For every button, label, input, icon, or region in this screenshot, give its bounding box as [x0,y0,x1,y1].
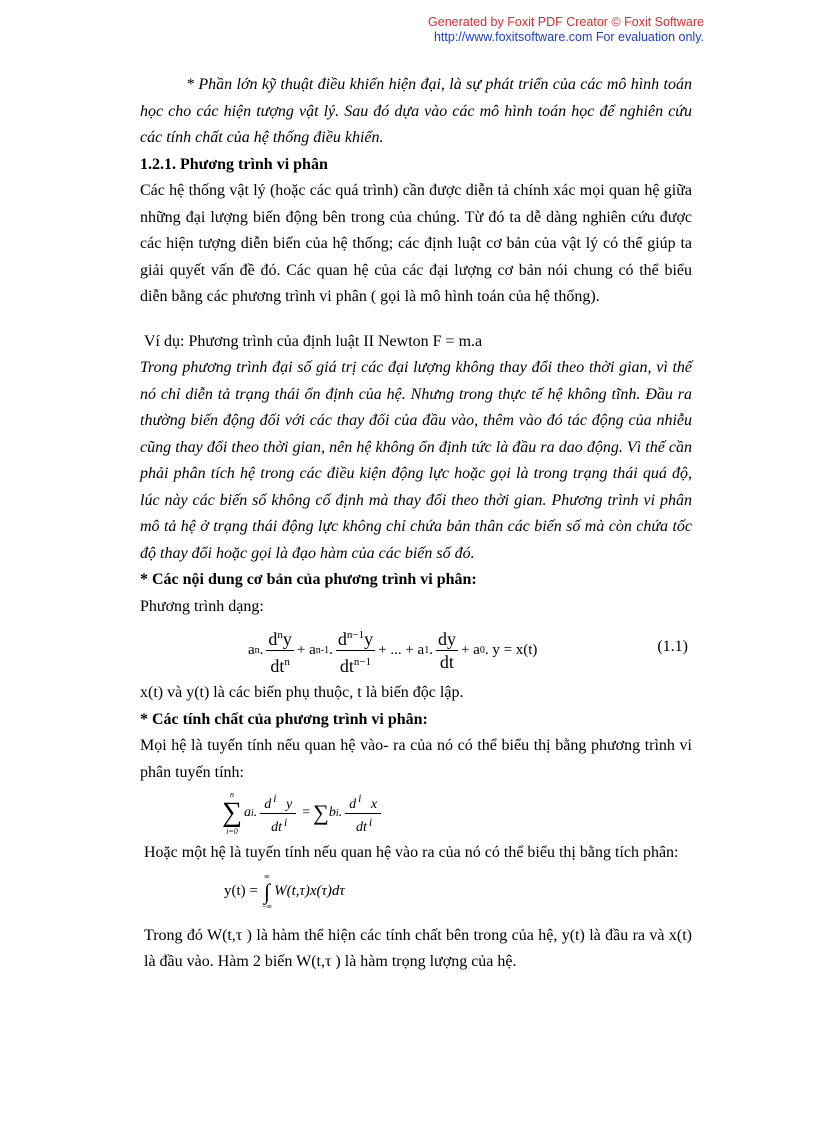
equation-linear-sum: n ∑ i=0 a i . $\frac{d ^i y}{dt ^i}$ = ∑ b i . $\frac{d ^i x}{dt ^i}$ [140,786,692,840]
integral-symbol: ∞ ∫ −∞ [261,871,273,911]
foxit-watermark [428,15,704,45]
fraction-dy-dt: $\frac{dy}{dt}$ [437,628,456,672]
linear-paragraph: Mọi hệ là tuyến tính nếu quan hệ vào- ra của nó có thể biểu thị bằng phương trình vi phân tuyến tính: [140,737,692,781]
fraction-dny-dtn: $\frac{d^ny}{dt^n}$ [266,624,294,677]
watermark-line-2: http://www.foxitsoftware.com For evaluation only. [433,30,704,44]
fraction-dn1y-dtn1: $\frac{d^{n-1}y}{dt^{n-1}}$ [336,624,375,677]
equation-1-1: a n . $\frac{d^ny}{dt^n}$ + a n-1 . $\frac{d^{n-1}y}{dt^{n-1}}$ + ... + a 1 . $\frac{dy}{dt}$ + a 0 . y = x(t) (1.1) [140,622,692,678]
integral-paragraph: Hoặc một hệ là tuyến tính nếu quan hệ vào ra của nó có thể biểu thị bằng tích phân: [144,844,679,861]
heading-content: * Các nội dung cơ bản của phương trình vi phân: [140,571,477,588]
equation-number: (1.1) [657,638,688,655]
watermark-line-1: Generated by Foxit PDF Creator © Foxit Software [428,15,704,29]
italic-paragraph: Trong phương trình đại số giá trị các đại lượng không thay đổi theo thời gian, vì thế nó chỉ diễn tả trạng thái ổn định của hệ. Nhưng trong thực tế hệ không tĩnh. Đầu ra thường biến động đối với các thay đổi của đầu vào, thêm vào đó tác động của nhiễu cũng thay đổi theo thời gian, nên hệ không ổn định tức là đầu ra dao động. Vì thế cần phải phân tích hệ trong các điều kiện động lực hoặc gọi là trong trạng thái quá độ, lúc này các biến số không cố định mà thay đổi theo thời gian. Phương trình vi phân mô tả hệ ở trạng thái động lực không chỉ chứa bản thân các biến số mà còn chứa tốc độ thay đổi hoặc gọi là đạo hàm của các biến số đó. [140,359,692,562]
document-page [140,72,692,976]
heading-properties: * Các tính chất của phương trình vi phân: [140,710,428,728]
example-line: Ví dụ: Phương trình của định luật II Newton F = m.a [144,332,483,350]
section-heading: 1.2.1. Phương trình vi phân [140,155,328,173]
fraction-diy-dti: $\frac{d ^i y}{dt ^i}$ [260,790,296,836]
form-label: Phương trình dạng: [140,597,264,615]
section-paragraph: Các hệ thống vật lý (hoặc các quá trình) cần được diễn tả chính xác mọi quan hệ giữa những đại lượng biến động bên trong của chúng. Từ đó ta dễ dàng nghiên cứu được các hiện tượng diễn biến của hệ thống; các định luật cơ bản của vật lý có thể giúp ta giải quyết vấn đề đó. Các quan hệ của các đại lượng cơ bản nói chung có thể biểu diễn bằng các phương trình vi phân ( gọi là mô hình toán của hệ thống). [140,182,692,305]
intro-paragraph: * Phần lớn kỹ thuật điều khiển hiện đại, là sự phát triển của các mô hình toán học cho các hiện tượng vật lý. Sau đó dựa vào các mô hình toán học để nghiên cứu các tính chất của hệ thống điều khiển. [140,76,692,146]
equation-integral: y(t) = ∞ ∫ −∞ W(t,τ)x(τ)dτ [224,871,345,911]
variables-line: x(t) và y(t) là các biến phụ thuộc, t là biến độc lập. [140,684,464,701]
trailing-paragraph: Trong đó W(t,τ ) là hàm thể hiện các tính chất bên trong của hệ, y(t) là đầu ra và x(t) là đầu vào. Hàm 2 biến W(t,τ ) là hàm trọng lượng của hệ. [144,926,692,970]
fraction-dix-dti: $\frac{d ^i x}{dt ^i}$ [345,790,381,836]
sum-symbol: n ∑ i=0 [222,790,242,837]
spacer [140,311,692,329]
